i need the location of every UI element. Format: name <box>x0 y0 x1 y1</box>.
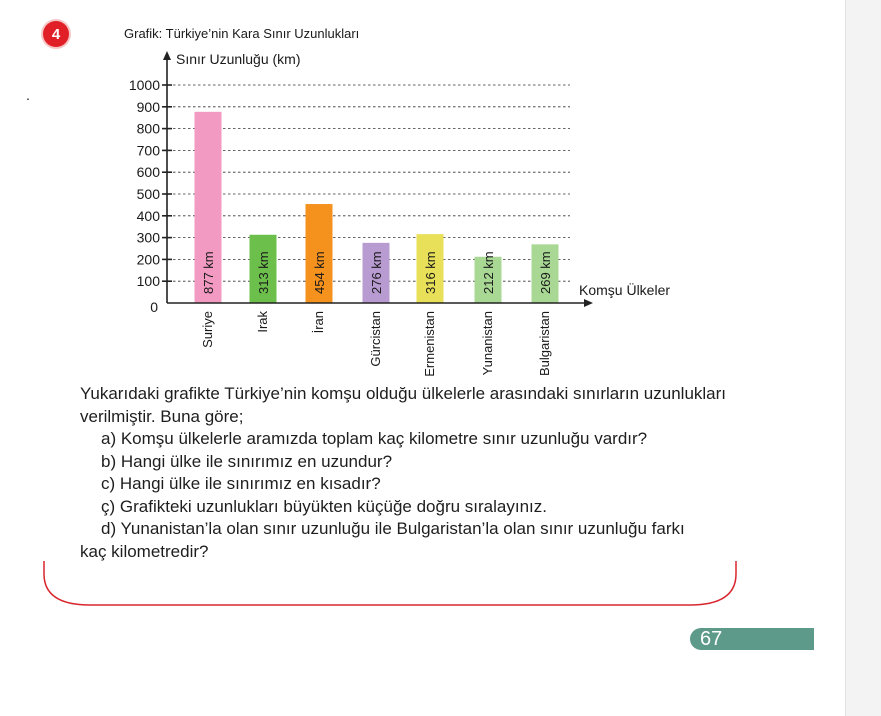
y-tick-label: 300 <box>136 229 160 246</box>
y-tick-label: 500 <box>136 186 160 202</box>
page-number: 67 <box>700 628 723 650</box>
bar-value-label: 313 km <box>256 251 271 294</box>
y-tick-label: 800 <box>136 120 160 137</box>
question-item-cc: ç) Grafikteki uzunlukları büyükten küçüğe doğru sıralayınız. <box>101 496 547 516</box>
y-tick-label: 200 <box>136 251 160 268</box>
x-axis-label: Komşu Ülkeler <box>579 282 671 298</box>
y-tick-label: 400 <box>136 207 160 224</box>
question-number: 4 <box>51 25 61 43</box>
bar-value-label: 877 km <box>201 251 216 294</box>
page-number-badge <box>690 628 814 650</box>
y-tick-label: 900 <box>136 98 160 115</box>
bar-value-label: 316 km <box>423 251 438 294</box>
y-tick-label: 0 <box>150 299 158 315</box>
stray-mark: . <box>26 87 30 103</box>
x-category-label: Yunanistan <box>480 311 495 376</box>
question-intro: Yukarıdaki grafikte Türkiye’nin komşu olduğu ülkelerle arasındaki sınırların uzunlukları verilmiştir. Buna göre; <box>80 384 727 426</box>
x-category-label: Gürcistan <box>368 311 383 367</box>
x-category-label: İran <box>311 311 326 334</box>
bar-value-label: 212 km <box>481 251 496 294</box>
y-tick-label: 100 <box>136 273 160 290</box>
question-last-line: kaç kilometredir? <box>80 541 209 561</box>
answer-frame-line <box>44 561 736 605</box>
question-item-b: b) Hangi ülke ile sınırımız en uzundur? <box>101 451 393 471</box>
bar-value-label: 276 km <box>369 251 384 294</box>
x-category-label: Bulgaristan <box>537 311 552 377</box>
question-item-d: d) Yunanistan’la olan sınır uzunluğu ile Bulgaristan’la olan sınır uzunluğu farkı <box>101 519 685 538</box>
x-category-label: Irak <box>255 311 270 333</box>
bar-value-label: 269 km <box>538 251 553 294</box>
question-item-a: a) Komşu ülkelerle aramızda toplam kaç kilometre sınır uzunluğu vardır? <box>101 429 648 448</box>
question-item-c: c) Hangi ülke ile sınırımız en kısadır? <box>101 474 381 493</box>
y-axis-label: Sınır Uzunluğu (km) <box>176 51 301 67</box>
y-tick-label: 600 <box>136 164 160 181</box>
bar-value-label: 454 km <box>312 251 327 294</box>
chart-title: Grafik: Türkiye’nin Kara Sınır Uzunlukları <box>124 26 360 41</box>
y-tick-label: 1000 <box>128 77 160 93</box>
x-category-label: Ermenistan <box>422 311 437 377</box>
x-category-label: Suriye <box>200 311 215 348</box>
y-tick-label: 700 <box>136 142 160 159</box>
